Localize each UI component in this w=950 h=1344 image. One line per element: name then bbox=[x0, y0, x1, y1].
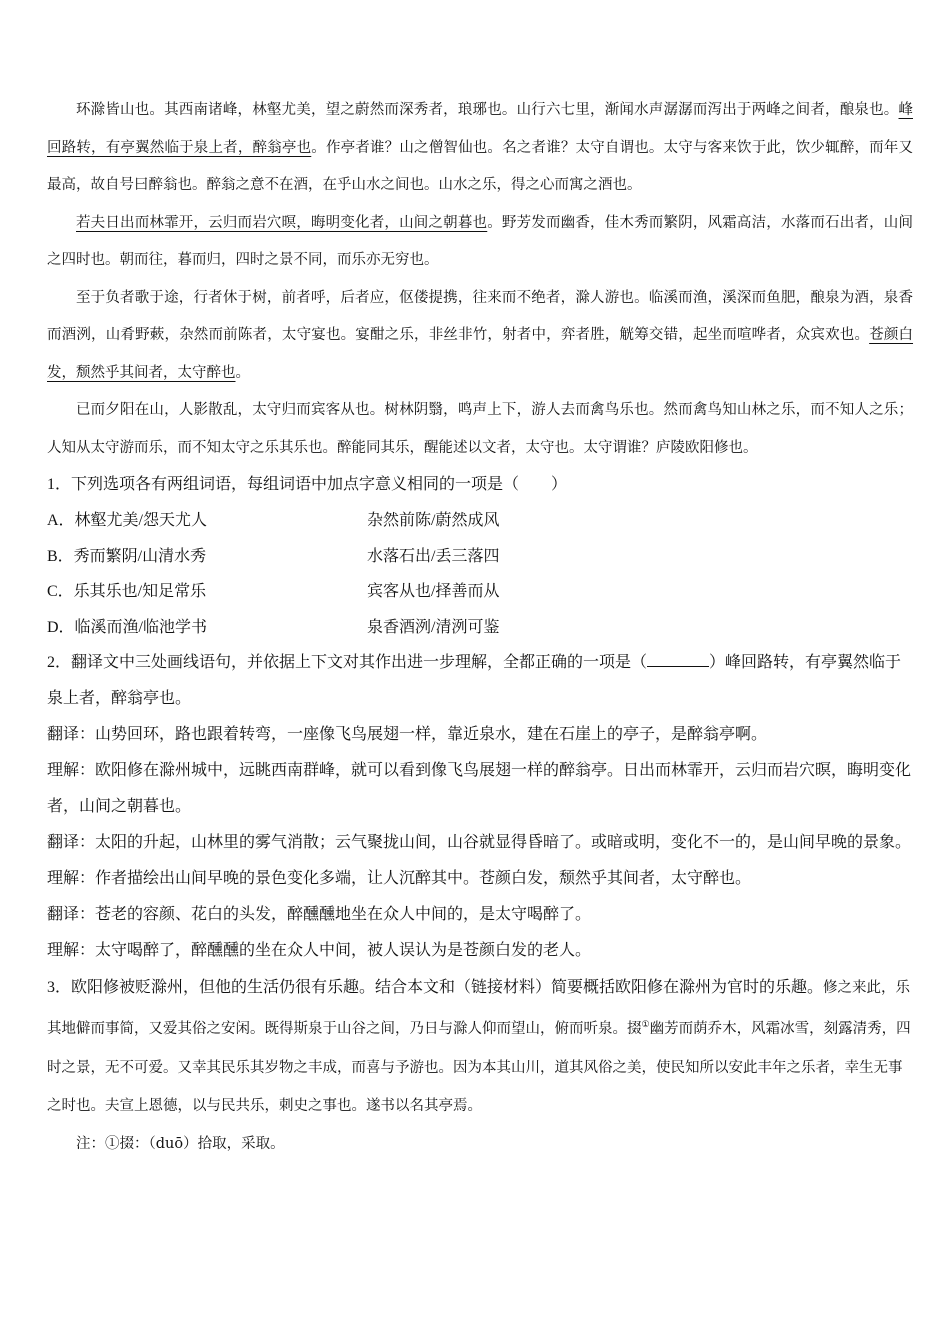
passage-paragraph-3 bbox=[47, 280, 913, 393]
option-right: 泉香酒洌/清洌可鉴 bbox=[367, 618, 500, 636]
passage-paragraph-4: 已而夕阳在山，人影散乱，太守归而宾客从也。树林阴翳，鸣声上下，游人去而禽鸟乐也。然而禽鸟知山林之乐，而不知人之乐；人知从太守游而乐，而不知太守之乐其乐也。醉能同其乐，醒能述以文者，太守也。太守谓谁？庐陵欧阳修也。 bbox=[47, 402, 913, 456]
underlined-sentence-2: 若夫日出而林霏开，云归而岩穴暝，晦明变化者，山间之朝暮也 bbox=[76, 214, 488, 231]
q2-line: 翻译：太阳的升起，山林里的雾气消散；云气聚拢山间，山谷就显得昏暗了。或暗或明，变化不一的，是山间早晚的景象。 bbox=[47, 834, 912, 851]
question-3-stem-text: 3．欧阳修被贬滁州，但他的生活仍很有乐趣。结合本文和（链接材料）简要概括欧阳修在滁州为官时的乐趣。 bbox=[47, 979, 824, 996]
link-material-text bbox=[47, 980, 911, 1114]
q2-line: 理解：太守喝醉了，醉醺醺的坐在众人中间，被人误认为是苍颜白发的老人。 bbox=[47, 942, 592, 959]
passage-paragraph-2 bbox=[47, 205, 913, 280]
q2-line: 翻译：山势回环，路也跟着转弯，一座像飞鸟展翅一样，靠近泉水，建在石崖上的亭子，是醉翁亭啊。 bbox=[47, 726, 768, 743]
question-2-stem bbox=[47, 645, 913, 717]
passage-text: 。野芳发而幽香，佳木秀而繁阴，风霜高洁，水落而石出者，山间之四时也。朝而往，暮而归，四时之景不同，而乐亦无穷也。 bbox=[47, 214, 913, 268]
passage-text: 至于负者歌于途，行者休于树，前者呼，后者应，伛偻提携，往来而不绝者，滁人游也。临溪而渔，溪深而鱼肥，酿泉为酒，泉香而酒洌，山肴野蔌，杂然而前陈者，太守宴也。宴酣之乐，非丝非竹，射者中，弈者胜，觥筹交错，起坐而喧哗者，众宾欢也。 bbox=[47, 289, 913, 343]
question-2-stem-text: ）峰回路转，有亭翼然临于泉上者，醉翁亭也。 bbox=[47, 654, 902, 707]
option-b bbox=[47, 539, 913, 575]
option-a bbox=[47, 503, 913, 539]
source-text: 幽芳而荫乔木，风霜冰雪，刻露清秀，四时之景，无不可爱。又幸其民乐其岁物之丰成，而喜与予游也。因为本其山川，道其风俗之美，使民知所以安此丰年之乐者，幸生无事之时也。夫宣上恩德，以与民共乐，刺史之事也。遂书以名其亭焉。 bbox=[47, 1021, 911, 1115]
question-1-stem: 1．下列选项各有两组词语，每组词语中加点字意义相同的一项是（ ） bbox=[47, 476, 568, 493]
passage-paragraph-1 bbox=[47, 92, 913, 205]
option-left: B．秀而繁阴/山清水秀 bbox=[47, 547, 207, 565]
passage-text: 。 bbox=[235, 364, 250, 381]
option-right: 宾客从也/择善而从 bbox=[367, 583, 500, 600]
option-right: 杂然前陈/蔚然成风 bbox=[367, 512, 500, 529]
passage-text: 环滁皆山也。其西南诸峰，林壑尤美，望之蔚然而深秀者，琅琊也。山行六七里，渐闻水声潺潺而泻出于两峰之间者，酿泉也。 bbox=[76, 102, 899, 118]
q2-line: 理解：欧阳修在滁州城中，远眺西南群峰，就可以看到像飞鸟展翅一样的醉翁亭。日出而林霏开，云归而岩穴暝，晦明变化者，山间之朝暮也。 bbox=[47, 762, 912, 815]
question-1-options bbox=[47, 503, 913, 645]
footnote-marker: ① bbox=[641, 1020, 650, 1031]
passage-text: 。作亭者谁？山之僧智仙也。名之者谁？太守自谓也。太守与客来饮于此，饮少辄醉，而年又最高，故自号曰醉翁也。醉翁之意不在酒，在乎山水之间也。山水之乐，得之心而寓之酒也。 bbox=[47, 139, 914, 193]
question-3-stem bbox=[47, 969, 913, 1126]
source-text: 修之来此，乐其地僻而事简，又爱其俗之安闲。既得斯泉于山谷之间，乃日与滁人仰而望山，俯而听泉。掇 bbox=[47, 980, 911, 1038]
option-c bbox=[47, 574, 913, 610]
answer-blank[interactable] bbox=[647, 652, 709, 667]
question-2-stem-text: 2．翻译文中三处画线语句，并依据上下文对其作出进一步理解，全都正确的一项是（ bbox=[47, 654, 648, 671]
document-page bbox=[47, 92, 913, 1163]
footnote: 注：①掇：（duō）拾取，采取。 bbox=[76, 1135, 285, 1152]
option-d bbox=[47, 610, 913, 646]
option-left: A．林壑尤美/怨天尤人 bbox=[47, 512, 208, 529]
option-right: 水落石出/丢三落四 bbox=[367, 547, 500, 565]
option-left: C．乐其乐也/知足常乐 bbox=[47, 583, 207, 600]
underlined-sentence-1: 峰回路转，有亭翼然临于泉上者，醉翁亭也 bbox=[47, 102, 913, 156]
option-left: D．临溪而渔/临池学书 bbox=[47, 618, 208, 636]
underlined-sentence-3: 苍颜白发，颓然乎其间者，太守醉也 bbox=[47, 327, 914, 381]
q2-line: 理解：作者描绘出山间早晚的景色变化多端，让人沉醉其中。苍颜白发，颓然乎其间者，太守醉也。 bbox=[47, 870, 752, 887]
q2-line: 翻译：苍老的容颜、花白的头发，醉醺醺地坐在众人中间的，是太守喝醉了。 bbox=[47, 906, 592, 923]
